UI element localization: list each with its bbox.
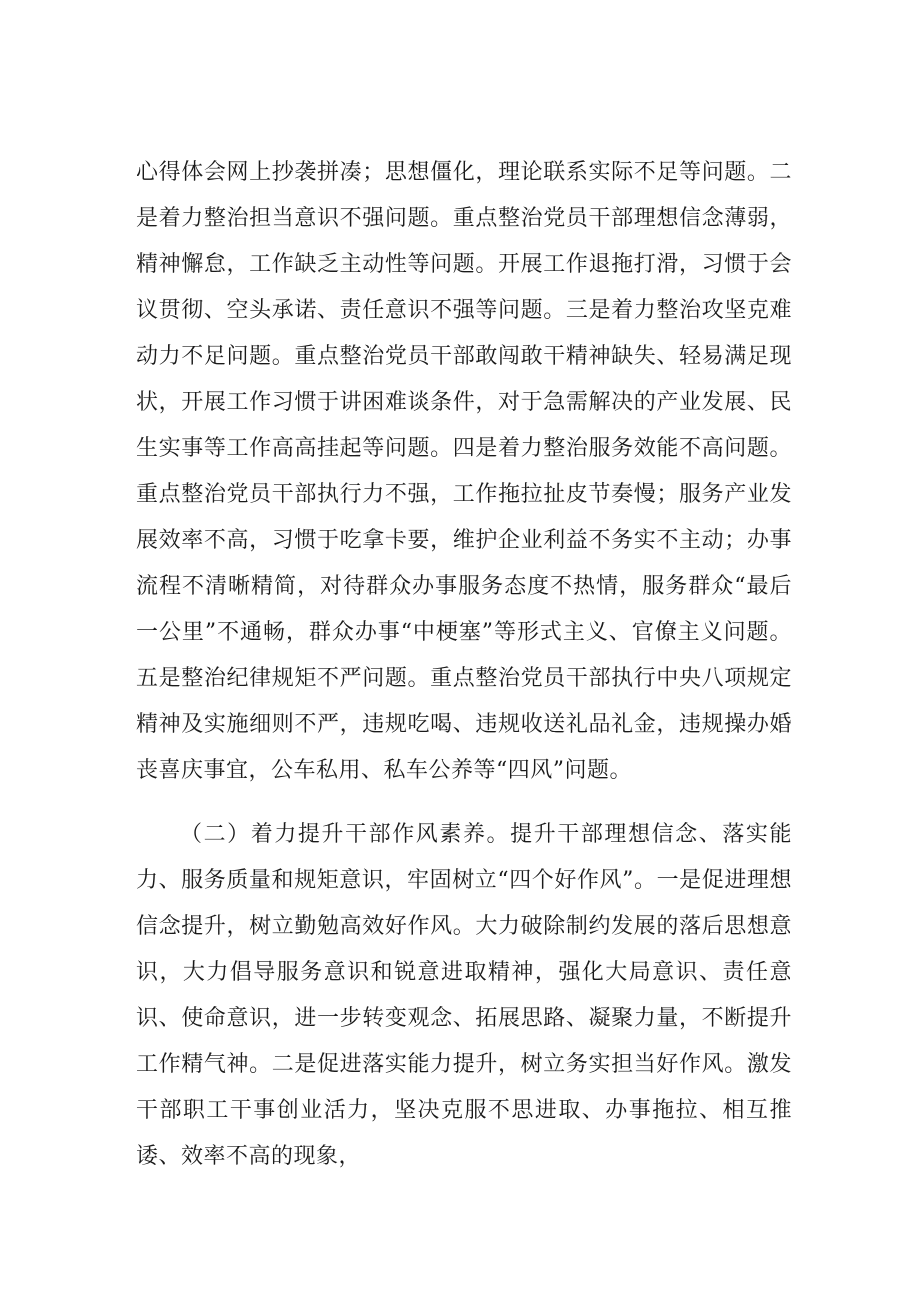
paragraph-continuation: 心得体会网上抄袭拼凑；思想僵化，理论联系实际不足等问题。二是着力整治担当意识不强问题。重点整治党员干部理想信念薄弱，精神懈怠，工作缺乏主动性等问题。开展工作退拖打滑，习惯于会议贯彻、空头承诺、责任意识不强等问题。三是着力整治攻坚克难动力不足问题。重点整治党员干部敢闯敢干精神缺失、轻易满足现状，开展工作习惯于讲困难谈条件，对于急需解决的产业发展、民生实事等工作高高挂起等问题。四是着力整治服务效能不高问题。重点整治党员干部执行力不强，工作拖拉扯皮节奏慢；服务产业发展效率不高，习惯于吃拿卡要，维护企业利益不务实不主动；办事流程不清晰精简，对待群众办事服务态度不热情，服务群众“最后一公里”不通畅，群众办事“中梗塞”等形式主义、官僚主义问题。五是整治纪律规矩不严问题。重点整治党员干部执行中央八项规定精神及实施细则不严，违规吃喝、违规收送礼品礼金，违规操办婚丧喜庆事宜，公车私用、私车公养等“四风”问题。 — [136, 160, 792, 783]
document-body — [136, 150, 792, 1180]
paragraph-section-two: （二）着力提升干部作风素养。提升干部理想信念、落实能力、服务质量和规矩意识，牢固树立“四个好作风”。一是促进理想信念提升，树立勤勉高效好作风。大力破除制约发展的落后思想意识，大力倡导服务意识和锐意进取精神，强化大局意识、责任意识、使命意识，进一步转变观念、拓展思路、凝聚力量，不断提升工作精气神。二是促进落实能力提升，树立务实担当好作风。激发干部职工干事创业活力，坚决克服不思进取、办事拖拉、相互推诿、效率不高的现象， — [136, 822, 792, 1169]
